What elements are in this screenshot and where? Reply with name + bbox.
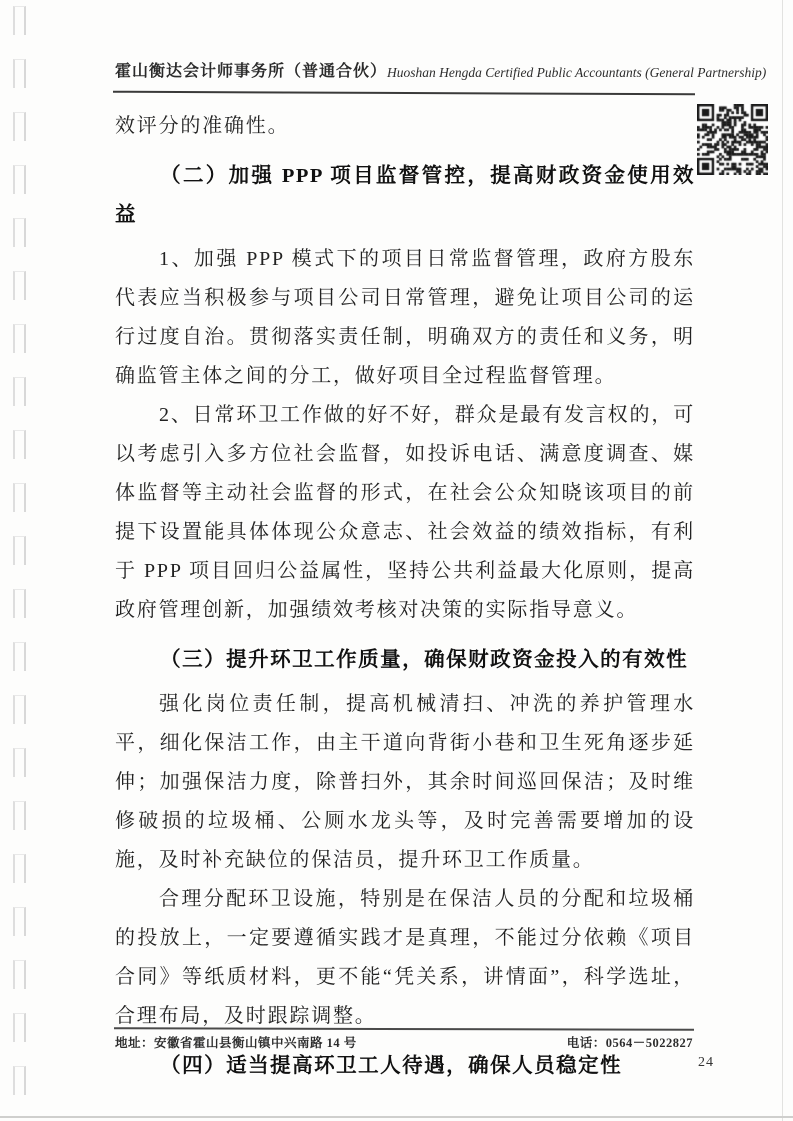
binding-mark — [13, 1066, 26, 1095]
binding-mark — [13, 112, 26, 141]
document-body — [115, 107, 695, 1091]
qr-code-icon — [697, 104, 768, 175]
paragraph: 2、日常环卫工作做的好不好，群众是最有发言权的，可以考虑引入多方位社会监督，如投诉电话、满意度调查、媒体监督等主动社会监督的形式，在社会公众知晓该项目的前提下设置能具体体现公众意志、社会效益的绩效指标，有利于 PPP 项目回归公益属性，坚持公共利益最大化原则，提高政府管理创新，加强绩效考核对决策的实际指导意义。 — [115, 404, 695, 621]
binding-mark — [13, 165, 26, 194]
page-header — [115, 58, 767, 81]
binding-mark — [13, 589, 26, 618]
binding-mark — [13, 324, 26, 353]
footer-address: 地址：安徽省霍山县衡山镇中兴南路 14 号 — [115, 1036, 357, 1050]
binding-mark — [13, 430, 26, 459]
binding-mark — [13, 748, 26, 777]
binding-mark — [13, 907, 26, 936]
paragraph: 合理分配环卫设施，特别是在保洁人员的分配和垃圾桶的投放上，一定要遵循实践才是真理，不能过分依赖《项目合同》等纸质材料，更不能“凭关系，讲情面”，科学选址，合理布局，及时跟踪调整。 — [115, 888, 695, 1027]
binding-mark — [13, 218, 26, 247]
firm-name-zh: 霍山衡达会计师事务所（普通合伙） — [115, 63, 388, 80]
page-footer — [115, 1033, 693, 1051]
firm-name-en: Huoshan Hengda Certified Public Accountants (General Partnership) — [387, 65, 767, 80]
binding-mark — [13, 695, 26, 724]
binding-mark — [13, 801, 26, 830]
section-heading-2: （二）加强 PPP 项目监督管控，提高财政资金使用效益 — [115, 165, 695, 226]
binding-mark — [13, 1013, 26, 1042]
scan-right-edge — [782, 0, 783, 1121]
scan-bottom-edge — [0, 1116, 793, 1118]
section-heading-3: （三）提升环卫工作质量，确保财政资金投入的有效性 — [160, 649, 689, 671]
binding-mark — [13, 59, 26, 88]
paragraph: 1、加强 PPP 模式下的项目日常监督管理，政府方股东代表应当积极参与项目公司日常管理，避免让项目公司的运行过度自治。贯彻落实责任制，明确双方的责任和义务，明确监管主体之间的分工，做好项目全过程监督管理。 — [115, 248, 695, 387]
binding-mark — [13, 6, 26, 35]
paragraph: 强化岗位责任制，提高机械清扫、冲洗的养护管理水平，细化保洁工作，由主干道向背街小巷和卫生死角逐步延伸；加强保洁力度，除普扫外，其余时间巡回保洁；及时维修破损的垃圾桶、公厕水龙头等，及时完善需要增加的设施，及时补充缺位的保洁员，提升环卫工作质量。 — [115, 693, 695, 871]
header-rule — [113, 91, 695, 96]
binding-mark — [13, 536, 26, 565]
footer-phone: 电话：0564－5022827 — [566, 1036, 693, 1050]
binding-mark — [13, 377, 26, 406]
binding-mark — [13, 483, 26, 512]
page-number: 24 — [698, 1055, 714, 1070]
section-heading-4: （四）适当提高环卫工人待遇，确保人员稳定性 — [160, 1055, 623, 1077]
binding-mark — [13, 960, 26, 989]
binding-mark — [13, 642, 26, 671]
binding-mark — [13, 854, 26, 883]
binding-mark — [13, 271, 26, 300]
continuation-line: 效评分的准确性。 — [115, 115, 290, 137]
